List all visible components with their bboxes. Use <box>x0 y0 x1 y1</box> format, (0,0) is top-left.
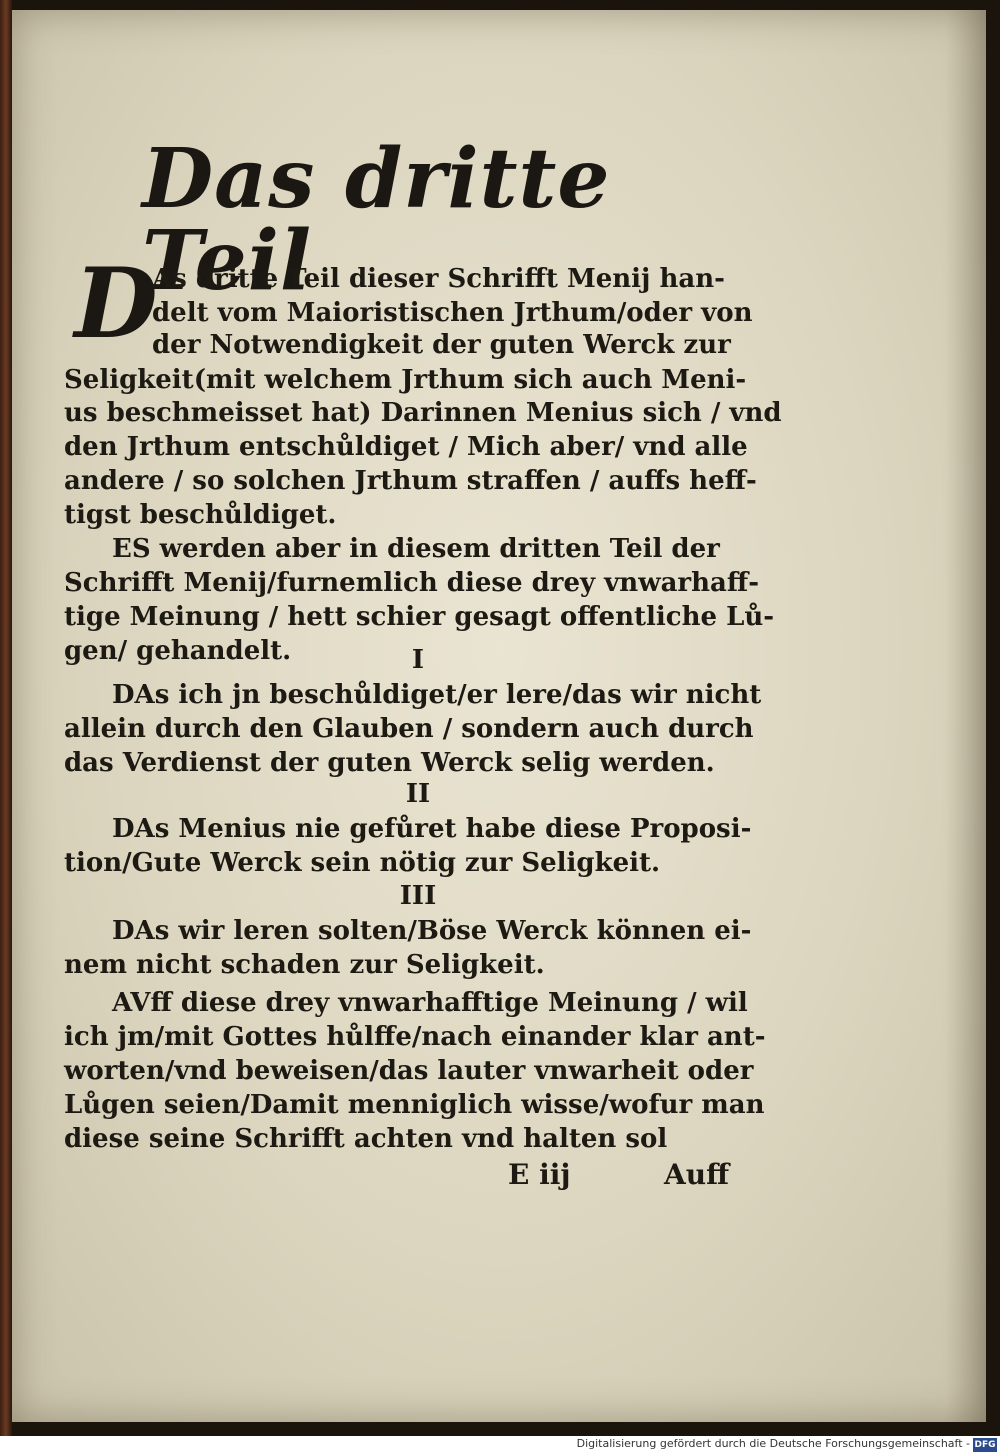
text-line: tigst beschůldiget. <box>64 500 337 530</box>
text-line: allein durch den Glauben / sondern auch durch <box>64 714 754 744</box>
text-line: das Verdienst der guten Werck selig werden. <box>64 748 715 778</box>
text-line: gen/ gehandelt. <box>64 636 292 666</box>
text-line: AVff diese drey vnwarhafftige Meinung / wil <box>112 988 748 1018</box>
text-line: DAs ich jn beschůldiget/er lere/das wir nicht <box>112 680 762 710</box>
text-line: As dritte Teil dieser Schrifft Menij han- <box>152 264 725 294</box>
decorated-initial: D <box>74 247 158 360</box>
book-page <box>12 10 986 1422</box>
text-line: Schrifft Menij/furnemlich diese drey vnwarhaff- <box>64 568 760 598</box>
book-spine-edge <box>0 0 12 1436</box>
text-line: der Notwendigkeit der guten Werck zur <box>152 330 731 360</box>
text-line: diese seine Schrifft achten vnd halten sol <box>64 1124 668 1154</box>
text-line: Lůgen seien/Damit menniglich wisse/wofur man <box>64 1090 765 1120</box>
page-edge-shadow <box>946 10 986 1422</box>
section-numeral: III <box>399 881 437 911</box>
text-line: ES werden aber in diesem dritten Teil der <box>112 534 720 564</box>
digitization-credit: Digitalisierung gefördert durch die Deutsche Forschungsgemeinschaft - <box>576 1437 970 1450</box>
text-line: den Jrthum entschůldiget / Mich aber/ vnd alle <box>64 432 748 462</box>
section-numeral: I <box>411 645 425 675</box>
section-numeral: II <box>405 779 431 809</box>
text-line: worten/vnd beweisen/das lauter vnwarheit oder <box>64 1056 754 1086</box>
text-line: us beschmeisset hat) Darinnen Menius sich / vnd <box>64 398 782 428</box>
text-line: tion/Gute Werck sein nötig zur Seligkeit. <box>64 848 661 878</box>
text-line: ich jm/mit Gottes hůlffe/nach einander klar ant- <box>64 1022 766 1052</box>
text-line: nem nicht schaden zur Seligkeit. <box>64 950 545 980</box>
text-line: DAs wir leren solten/Böse Werck können ei- <box>112 916 752 946</box>
page-heading: Das dritte Teil <box>142 131 611 309</box>
signature-mark: E iij <box>508 1158 571 1191</box>
text-line: andere / so solchen Jrthum straffen / auffs heff- <box>64 466 757 496</box>
text-line: Seligkeit(mit welchem Jrthum sich auch Meni- <box>64 365 747 395</box>
dfg-logo: DFG <box>974 1440 996 1450</box>
text-line: DAs Menius nie gefůret habe diese Proposi- <box>112 814 752 844</box>
text-line: delt vom Maioristischen Jrthum/oder von <box>152 298 753 328</box>
catchword: Auff <box>664 1158 730 1191</box>
text-line: tige Meinung / hett schier gesagt offentliche Lů- <box>64 602 775 632</box>
